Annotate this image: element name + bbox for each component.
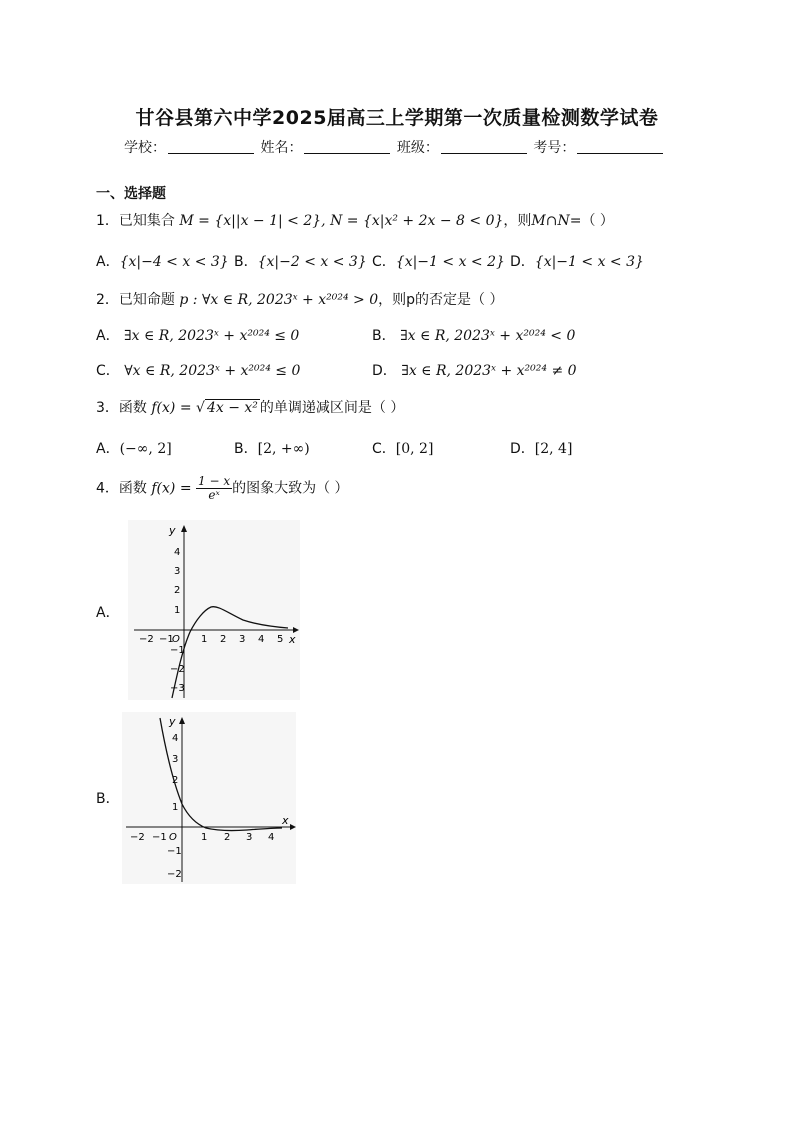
question-3	[96, 397, 404, 417]
graph-b-xtick: −2	[130, 832, 145, 843]
graph-b-ytick: 2	[172, 775, 179, 786]
sqrt-sign: √	[196, 400, 205, 416]
graph-a-background	[128, 520, 300, 700]
option-text: ∀x ∈ R, 2023ˣ + x²⁰²⁴ ≤ 0	[124, 363, 301, 379]
q3-text-b: 的单调递减区间是（ ）	[259, 400, 405, 416]
graph-a-xtick: 5	[277, 634, 284, 645]
class-blank[interactable]	[441, 139, 527, 154]
option-label: D．	[510, 254, 535, 270]
option-text: {x|−2 < x < 3}	[257, 254, 367, 270]
option-text: ∃x ∈ R, 2023ˣ + x²⁰²⁴ < 0	[400, 328, 576, 344]
q4-option-a-label[interactable]: A．	[96, 605, 120, 621]
q1-expression: M = {x||x − 1| < 2}, N = {x|x² + 2x − 8 < 0}	[179, 213, 504, 229]
q3-option-b[interactable]	[234, 438, 310, 458]
q2-option-b[interactable]	[372, 325, 575, 345]
option-label: B．	[372, 328, 396, 344]
q1-text-b: ，则	[503, 213, 532, 229]
option-label: A．	[96, 441, 120, 457]
option-label: C．	[372, 254, 396, 270]
graph-b-xtick: 3	[246, 832, 253, 843]
graph-b-ytick: 3	[172, 754, 179, 765]
graph-a-x-label: x	[289, 633, 296, 646]
graph-b-xtick: 2	[224, 832, 231, 843]
graph-option-a[interactable]	[128, 520, 300, 700]
graph-b-x-label: x	[282, 814, 289, 827]
q2-text-a: 已知命题	[118, 292, 175, 308]
graph-a-ytick: −1	[170, 645, 185, 656]
option-label: C．	[372, 441, 396, 457]
q1-option-a[interactable]	[96, 251, 229, 271]
graph-a-xtick: 3	[239, 634, 246, 645]
id-blank[interactable]	[577, 139, 663, 154]
q3-option-d[interactable]	[510, 438, 572, 458]
q1-number: 1．	[96, 213, 119, 229]
graph-b-xtick: −1	[152, 832, 167, 843]
q3-radicand: 4x − x²	[206, 400, 258, 416]
option-text: (−∞, 2]	[119, 441, 172, 457]
q1-option-d[interactable]	[510, 251, 644, 271]
graph-b-xtick: 1	[201, 832, 208, 843]
option-label: A．	[96, 254, 120, 270]
option-label: A．	[96, 328, 120, 344]
graph-b-background	[122, 712, 296, 884]
q2-option-d[interactable]	[372, 360, 577, 380]
q4-text-a: 函数	[118, 480, 147, 497]
option-text: {x|−1 < x < 3}	[534, 254, 644, 270]
graph-a-ytick: −2	[170, 664, 185, 675]
q2-option-c[interactable]	[96, 360, 300, 380]
q1-option-b[interactable]	[234, 251, 367, 271]
graph-a-y-label: y	[169, 524, 176, 537]
q3-number: 3．	[96, 400, 119, 416]
option-text: [2, +∞)	[257, 441, 310, 457]
graph-b-ytick: −1	[167, 846, 182, 857]
section-heading: 一、选择题	[96, 186, 166, 202]
school-label: 学校：	[124, 140, 166, 156]
graph-b-ytick: 4	[172, 733, 179, 744]
option-text: [0, 2]	[395, 441, 434, 457]
option-text: {x|−1 < x < 2}	[395, 254, 505, 270]
q3-text-a: 函数	[118, 400, 147, 416]
graph-a-origin: O	[172, 634, 180, 645]
option-label: D．	[510, 441, 535, 457]
question-2	[96, 289, 503, 309]
class-label: 班级：	[396, 140, 439, 156]
graph-a-ytick: −3	[170, 683, 185, 694]
q2-text-b: ，则p的否定是（ ）	[378, 292, 504, 308]
graph-a-ytick: 2	[174, 585, 181, 596]
graph-a-xtick: 4	[258, 634, 265, 645]
graph-b-xtick: 4	[268, 832, 275, 843]
name-blank[interactable]	[304, 139, 390, 154]
graph-a-ytick: 1	[174, 605, 181, 616]
student-info-line	[124, 137, 665, 157]
graph-a-xtick: −2	[139, 634, 154, 645]
id-label: 考号：	[533, 140, 576, 156]
graph-a-xtick: 1	[201, 634, 208, 645]
q3-option-a[interactable]	[96, 438, 172, 458]
graph-b-origin: O	[169, 832, 177, 843]
q4-fraction	[196, 475, 232, 502]
exam-title: 甘谷县第六中学2025届高三上学期第一次质量检测数学试卷	[135, 107, 659, 129]
option-text: [2, 4]	[534, 441, 573, 457]
graph-a-ytick: 4	[174, 547, 181, 558]
q3-option-c[interactable]	[372, 438, 433, 458]
q4-numerator: 1 − x	[198, 474, 231, 488]
option-text: ∃x ∈ R, 2023ˣ + x²⁰²⁴ ≤ 0	[124, 328, 300, 344]
q2-expression: p : ∀x ∈ R, 2023ˣ + x²⁰²⁴ > 0	[179, 292, 379, 308]
q4-function: f(x) =	[151, 480, 192, 497]
q1-option-c[interactable]	[372, 251, 505, 271]
question-1	[96, 210, 614, 230]
option-label: B．	[234, 254, 258, 270]
q1-text-c: =（ ）	[569, 213, 614, 229]
q1-text-a: 已知集合	[118, 213, 175, 229]
q4-number: 4．	[96, 480, 119, 497]
q4-text-b: 的图象大致为（ ）	[232, 480, 349, 497]
graph-a-ytick: 3	[174, 566, 181, 577]
school-blank[interactable]	[168, 139, 254, 154]
option-text: {x|−4 < x < 3}	[119, 254, 229, 270]
graph-a-xtick: −1	[159, 634, 174, 645]
q4-option-b-label[interactable]: B．	[96, 791, 120, 807]
graph-b-ytick: −2	[167, 869, 182, 880]
graph-a-xtick: 2	[220, 634, 227, 645]
option-label: B．	[234, 441, 258, 457]
option-label: D．	[372, 363, 397, 379]
q2-number: 2．	[96, 292, 119, 308]
q2-option-a[interactable]	[96, 325, 299, 345]
question-4	[96, 475, 349, 502]
option-label: C．	[96, 363, 120, 379]
graph-b-y-label: y	[169, 715, 176, 728]
q4-denominator: eˣ	[208, 488, 220, 502]
q3-function: f(x) =	[151, 400, 192, 416]
q1-expression-2: M∩N	[531, 213, 570, 229]
option-text: ∃x ∈ R, 2023ˣ + x²⁰²⁴ ≠ 0	[401, 363, 577, 379]
graph-b-ytick: 1	[172, 802, 179, 813]
graph-option-b[interactable]	[122, 712, 296, 884]
name-label: 姓名：	[260, 140, 303, 156]
